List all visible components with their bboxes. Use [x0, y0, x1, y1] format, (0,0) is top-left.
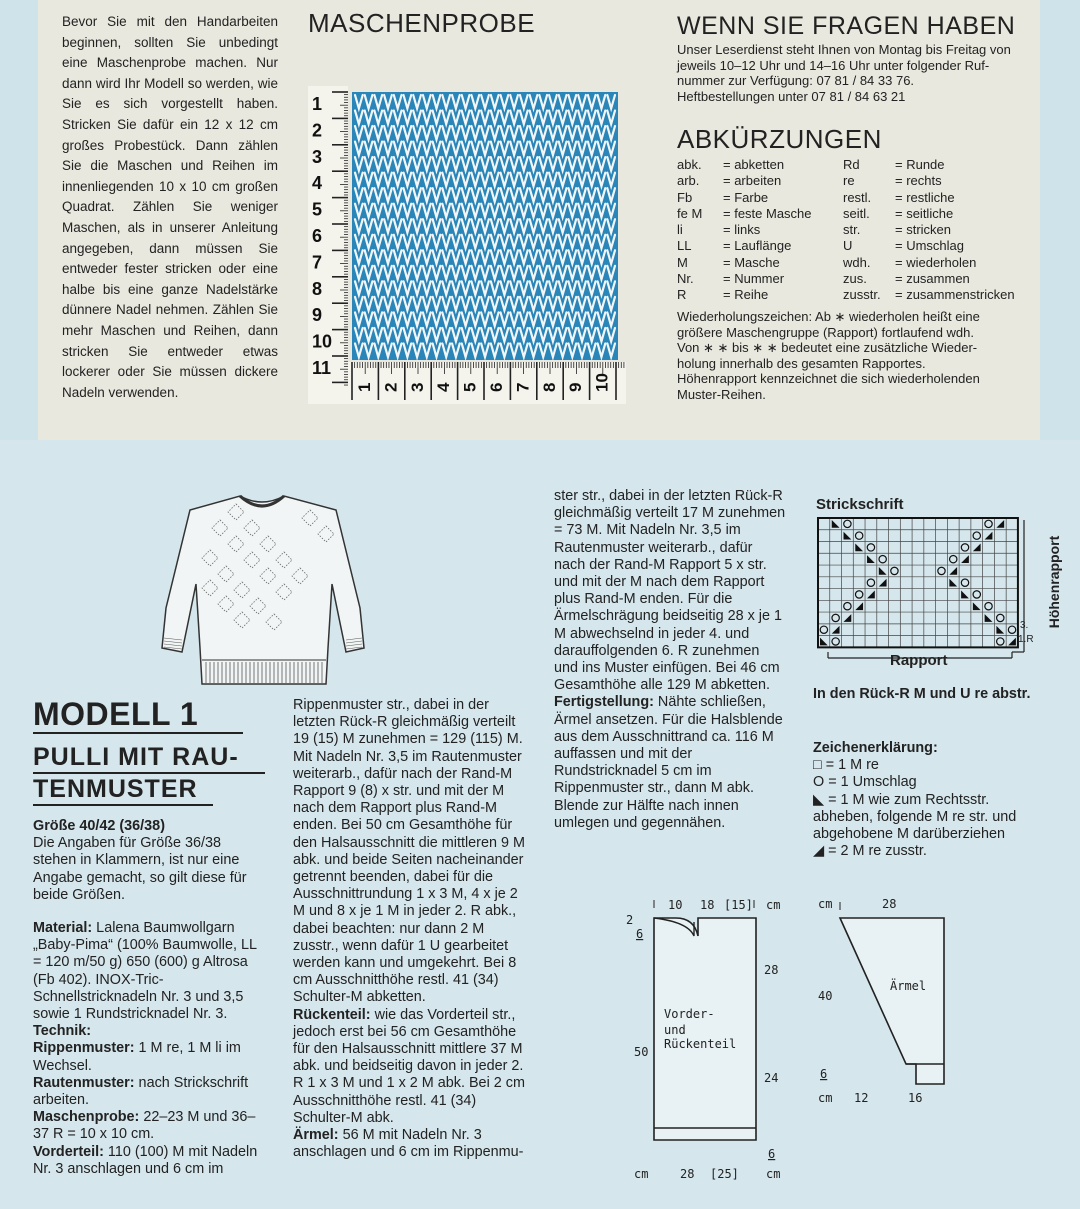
skp-symbol	[961, 591, 969, 599]
knit-field	[352, 92, 618, 360]
aermel-height-40: 40	[818, 989, 833, 1003]
schnitt-aermel	[810, 892, 970, 1112]
legend-item-yarnover: O = 1 Umschlag	[813, 774, 917, 791]
abbr-cell: U	[843, 238, 853, 254]
neck-dim-6: 6	[636, 927, 644, 941]
groesse-text: Die Angaben für Größe 36/38 stehen in Klammern, ist nur eine Angabe gemacht, so gilt diese für beide Größen.	[33, 835, 247, 903]
rippen-text: 1 M re, 1 M li im Wechsel.	[33, 1040, 241, 1074]
bottom-dim-25: [25]	[710, 1167, 739, 1181]
abbr-cell: fe M	[677, 205, 703, 221]
model-subtitle-1: PULLI MIT RAU-	[33, 742, 265, 774]
hoehenrapport-label: Höhenrapport	[1046, 535, 1062, 629]
col-number: 7	[513, 382, 533, 392]
model-title: MODELL 1	[33, 696, 243, 734]
k2tog-symbol	[961, 555, 969, 563]
chart-symbols	[820, 520, 1016, 645]
fragen-line: Unser Leserdienst steht Ihnen von Montag bis Freitag von	[677, 42, 1011, 57]
technik-label: Technik:	[33, 1023, 92, 1040]
fragen-line: jeweils 10–12 Uhr und 14–16 Uhr unter folgender Ruf-	[677, 57, 990, 73]
row-number: 10	[312, 331, 333, 352]
vorder-label: Vorderteil:	[33, 1143, 104, 1160]
row-number: 7	[312, 252, 323, 273]
k2tog-symbol	[867, 591, 875, 599]
abbr-cell: = Masche	[723, 254, 780, 270]
k2tog-symbol	[844, 614, 852, 622]
abbr-cell: = wiederholen	[895, 254, 977, 270]
row-3-label: 3.	[1020, 620, 1029, 631]
top-dim-18: 18	[700, 898, 715, 912]
piece-label-2: und	[664, 1023, 686, 1037]
probe-text: 22–23 M und 36–37 R = 10 x 10 cm.	[33, 1109, 256, 1143]
k2tog-symbol	[949, 567, 957, 575]
fertig-label: Fertigstellung:	[554, 694, 654, 711]
abbr-cell: zusstr.	[843, 287, 881, 303]
abbr-cell: = Farbe	[723, 189, 769, 205]
fertig-paragraph	[554, 694, 786, 832]
yarnover-symbol	[867, 579, 874, 586]
groesse-heading: Größe 40/42 (36/38)	[33, 818, 165, 834]
height-6: 6	[768, 1147, 776, 1161]
abbr-cell: abk.	[677, 157, 702, 172]
col-number: 8	[539, 382, 559, 392]
intro-text: Bevor Sie mit den Handarbeiten beginnen, sollten Sie unbedingt eine Maschenprobe machen. Nur dann wird Ihr Modell so werden, wie Sie es sich vorgestellt haben. Stricken Sie dafür ein 12 x 12 cm großes Probestück. Dann zählen Sie die Maschen und Reihen im innenliegenden 10 x 10 cm großen Quadrat. Zählen Sie weniger Maschen, als in unserer Anleitung angegeben, dann müssen Sie entweder fester stricken oder eine halbe bis eine ganze Nadelstärke dünnere Nadel nehmen. Zählen Sie mehr Maschen und Reihen, dann stricken Sie entweder etwas lockerer oder Sie müssen dickere Nadeln verwenden.	[62, 14, 278, 400]
fragen-title: WENN SIE FRAGEN HABEN	[677, 12, 1016, 40]
hoehenrapport-label-wrap	[1043, 530, 1065, 640]
fertig-text: Nähte schließen, Ärmel ansetzen. Für die Halsblende aus dem Ausschnittrand ca. 116 M auffassen und mit der Rundstricknadel 5 cm im Rippenmuster str., dann M abk. Blende zur Hälfte nach innen umlegen und gegennähen.	[554, 694, 783, 831]
row-number: 11	[312, 358, 332, 378]
abkuerzungen-title: ABKÜRZUNGEN	[677, 124, 882, 154]
abbr-cell: re	[843, 173, 855, 189]
skp-symbol	[996, 626, 1004, 634]
abbr-cell: R	[677, 287, 687, 303]
abbr-cell: = rechts	[895, 173, 942, 189]
probe-label: Maschenprobe:	[33, 1109, 140, 1126]
top-dim-15: [15]	[724, 898, 753, 912]
abbr-cell: = Runde	[895, 157, 945, 172]
abbr-cell: Fb	[677, 189, 693, 205]
aermel-text: 56 M mit Nadeln Nr. 3 anschlagen und 6 cm im Rippenmu-	[293, 1127, 524, 1161]
k2tog-symbol	[996, 520, 1004, 528]
abbr-cell: M	[677, 254, 688, 270]
bottom-cm-right: cm	[766, 1167, 781, 1181]
k2tog-symbol	[1008, 638, 1016, 646]
note-line: holung innerhalb des gesamten Rapportes.	[677, 355, 926, 371]
row-number: 2	[312, 120, 323, 141]
skp-symbol	[832, 520, 840, 528]
yarnover-symbol	[950, 555, 957, 562]
height-24: 24	[764, 1071, 779, 1085]
row-number: 9	[312, 305, 323, 326]
yarnover-symbol	[997, 638, 1004, 645]
abkuerzungen-notes	[677, 309, 1037, 403]
skp-symbol	[867, 555, 875, 563]
aermel-bottom-12: 12	[854, 1091, 869, 1105]
legend	[813, 740, 1043, 860]
neck-dim-2: 2	[626, 913, 634, 927]
skp-symbol	[879, 567, 887, 575]
rauten-label: Rautenmuster:	[33, 1074, 135, 1091]
k2tog-symbol	[985, 532, 993, 540]
col-number: 5	[460, 382, 480, 392]
k2tog-symbol	[832, 626, 840, 634]
strickschrift-title: Strickschrift	[816, 496, 904, 513]
sweater-outline	[162, 496, 364, 684]
col-number: 6	[487, 382, 506, 392]
k2tog-symbol	[855, 602, 863, 610]
abbr-cell: restl.	[843, 189, 872, 205]
yarnover-symbol	[867, 544, 874, 551]
yarnover-symbol	[961, 579, 968, 586]
row-number: 6	[312, 226, 323, 246]
abbr-cell: = Nummer	[723, 271, 785, 287]
left-margin-strip	[0, 0, 38, 440]
abbr-cell: = Lauflänge	[723, 238, 792, 254]
yarnover-symbol	[820, 626, 827, 633]
abbr-cell: wdh.	[843, 254, 871, 270]
row-1-label: 1.R	[1018, 634, 1034, 645]
vorder-text: 110 (100) M mit Nadeln Nr. 3 anschlagen und 6 cm im	[33, 1143, 258, 1177]
yarnover-symbol	[1008, 626, 1015, 633]
abbr-cell: = Reihe	[723, 287, 769, 303]
rauten-paragraph	[33, 1075, 265, 1109]
yarnover-symbol	[973, 591, 980, 598]
abbr-cell: = abketten	[723, 157, 785, 172]
legend-item-skp: ◣ = 1 M wie zum Rechtsstr. abheben, folgende M re str. und abgehobene M darüberziehen	[813, 791, 1017, 843]
col-number: 10	[592, 373, 612, 392]
abbreviation-table	[677, 157, 1035, 304]
strickschrift-note: In den Rück-R M und U re abstr.	[813, 686, 1031, 702]
bottom-dim-28: 28	[680, 1167, 695, 1181]
rueck-text: wie das Vorderteil str., jedoch erst bei 56 cm Gesamthöhe für den Halsausschnitt mittlere 37 M abk. und beidseitig davon in jeder 2. R 1 x 3 M und 1 x 2 M abk. Bei 2 cm Ausschnitthöhe restl. 41 (34) Schulter-M abk.	[293, 1006, 525, 1126]
abbr-cell: LL	[677, 238, 692, 254]
yarnover-symbol	[985, 603, 992, 610]
skp-symbol	[844, 532, 852, 540]
fragen-text	[677, 42, 1037, 104]
note-line: Von ∗ ∗ bis ∗ ∗ bedeutet eine zusätzliche Wieder-	[677, 340, 978, 356]
skp-symbol	[949, 579, 957, 587]
abbr-cell: li	[677, 222, 683, 238]
col-number: 4	[434, 382, 454, 392]
abbr-cell: = zusammenstricken	[895, 287, 1015, 303]
aermel-label: Ärmel:	[293, 1127, 339, 1144]
right-margin-strip	[1040, 0, 1080, 440]
note-line: größere Maschengruppe (Rapport) fortlaufend wdh.	[677, 324, 974, 340]
rapport-label: Rapport	[890, 652, 948, 669]
top-dim-cm: cm	[766, 898, 781, 912]
rippen-paragraph	[33, 1040, 265, 1074]
abbr-cell: seitl.	[843, 205, 870, 221]
yarnover-symbol	[891, 567, 898, 574]
row-number: 3	[312, 146, 323, 167]
piece-label-1: Vorder-	[664, 1007, 715, 1021]
schnitt-vorderteil	[618, 892, 790, 1192]
yarnover-symbol	[832, 614, 839, 621]
abbr-cell: = Umschlag	[895, 238, 964, 254]
abbr-cell: = links	[723, 222, 761, 238]
abbr-cell: str.	[843, 222, 861, 238]
yarnover-symbol	[938, 567, 945, 574]
maschenprobe-swatch	[308, 86, 626, 404]
aermel-bottom-cm: cm	[818, 1091, 833, 1105]
yarnover-symbol	[973, 532, 980, 539]
maschenprobe-title: MASCHENPROBE	[308, 8, 536, 38]
piece-label-3: Rückenteil	[664, 1037, 737, 1051]
height-50: 50	[634, 1045, 649, 1059]
material-text: Lalena Baumwollgarn „Baby-Pima“ (100% Baumwolle, LL = 120 m/50 g) 650 (600) g Altrosa (Fb 402). INOX-Tric-Schnellstricknadeln Nr. 3 und 3,5 sowie 1 Rundstricknadel Nr. 3.	[33, 920, 257, 1023]
note-line: Höhenrapport kennzeichnet die sich wiederholenden	[677, 371, 980, 387]
aermel-top-cm: cm	[818, 897, 833, 911]
yarnover-symbol	[844, 520, 851, 527]
abbr-cell: = stricken	[895, 222, 951, 238]
col2-text-1: Rippenmuster str., dabei in der letzten Rück-R gleichmäßig verteilt 19 (15) M zunehmen = 129 (115) M. Mit Nadeln Nr. 3,5 im Rautenmuster weiterarb., dafür nach der Rand-M Rapport 9 (8) x str. und mit der M nach dem Rapport plus Rand-M enden. Bei 50 cm Gesamthöhe für den Halsausschnitt die mittleren 9 M abk. und beide Seiten nacheinander getrennt beenden, dabei für die Ausschnittrundung 1 x 3 M, 4 x je 2 M und 8 x je 1 M in jeder 2. R abk., dabei beachten: nur dann 2 M zusstr., wenn dafür 1 U gearbeitet werden kann und umgekehrt. Bei 8 cm Ausschnitthöhe restl. 41 (34) Schulter-M abketten.	[293, 697, 525, 1006]
rauten-text: nach Strickschrift arbeiten.	[33, 1074, 249, 1109]
col-number: 2	[381, 382, 401, 392]
yarnover-symbol	[879, 555, 886, 562]
k2tog-symbol	[879, 579, 887, 587]
col-number: 9	[566, 382, 586, 392]
abbr-cell: Rd	[843, 157, 860, 172]
row-number: 4	[312, 173, 323, 194]
note-line: Muster-Reihen.	[677, 386, 766, 402]
rueck-paragraph	[293, 1007, 525, 1127]
material-label: Material:	[33, 920, 93, 937]
column-3-text	[554, 488, 786, 832]
model-subtitle-2: TENMUSTER	[33, 774, 213, 806]
yarnover-symbol	[855, 591, 862, 598]
skp-symbol	[820, 638, 828, 646]
note-line: Wiederholungszeichen: Ab ∗ wiederholen heißt eine	[677, 309, 980, 324]
aermel-bottom-16: 16	[908, 1091, 923, 1105]
rueck-label: Rückenteil:	[293, 1006, 371, 1023]
yarnover-symbol	[985, 520, 992, 527]
legend-title: Zeichenerklärung:	[813, 740, 938, 756]
yarnover-symbol	[997, 614, 1004, 621]
col-number: 1	[355, 382, 374, 392]
abbr-cell: = seitliche	[895, 205, 954, 221]
abbr-cell: zus.	[843, 271, 867, 287]
abbr-cell: = feste Masche	[723, 205, 812, 221]
col3-text-1: ster str., dabei in der letzten Rück-R gleichmäßig verteilt 17 M zunehmen = 73 M. Mit Nadeln Nr. 3,5 im Rautenmuster weiterarb., dafür nach der Rand-M Rapport 5 x str. und mit der M nach dem Rapport plus Rand-M enden. Für die Ärmelschrägung beidseitig 28 x je 1 M abwechselnd in jeder 4. und darauffolgenden 6. R zunehmen und ins Muster einfügen. Bei 46 cm Gesamthöhe alle 129 M abketten.	[554, 488, 786, 694]
column-1-text	[33, 818, 265, 1178]
probe-paragraph	[33, 1109, 265, 1143]
row-number: 8	[312, 278, 323, 299]
aermel-paragraph	[293, 1127, 525, 1161]
yarnover-symbol	[961, 544, 968, 551]
aermel-height-6: 6	[820, 1067, 828, 1081]
abbr-cell: arb.	[677, 173, 700, 189]
aermel-top-28: 28	[882, 897, 897, 911]
row-number: 5	[312, 199, 323, 220]
top-dim-10: 10	[668, 898, 683, 912]
fragen-line: nummer zur Verfügung: 07 81 / 84 33 76.	[677, 73, 915, 89]
skp-symbol	[855, 544, 863, 552]
yarnover-symbol	[832, 638, 839, 645]
fragen-line: Heftbestellungen unter 07 81 / 84 63 21	[677, 88, 906, 104]
column-2-text	[293, 697, 525, 1161]
row-number: 1	[312, 94, 323, 114]
abbr-cell: = zusammen	[895, 271, 970, 287]
vorder-paragraph	[33, 1144, 265, 1178]
rippen-label: Rippenmuster:	[33, 1040, 135, 1057]
sweater-illustration	[150, 488, 376, 688]
abbr-cell: = restliche	[895, 189, 955, 205]
height-28: 28	[764, 963, 779, 977]
yarnover-symbol	[844, 603, 851, 610]
legend-item-knit: □ = 1 M re	[813, 757, 879, 774]
modell-header	[33, 696, 273, 806]
aermel-outline	[840, 918, 944, 1084]
yarnover-symbol	[855, 532, 862, 539]
skp-symbol	[985, 614, 993, 622]
aermel-label: Ärmel	[890, 979, 927, 993]
skp-symbol	[973, 602, 981, 610]
abbr-cell: Nr.	[677, 271, 694, 287]
abbr-cell: = arbeiten	[723, 173, 782, 189]
legend-item-k2tog: ◢ = 2 M re zusstr.	[813, 843, 927, 860]
col-number: 3	[407, 382, 427, 392]
bottom-cm-left: cm	[634, 1167, 649, 1181]
material-paragraph	[33, 920, 265, 1023]
k2tog-symbol	[973, 544, 981, 552]
